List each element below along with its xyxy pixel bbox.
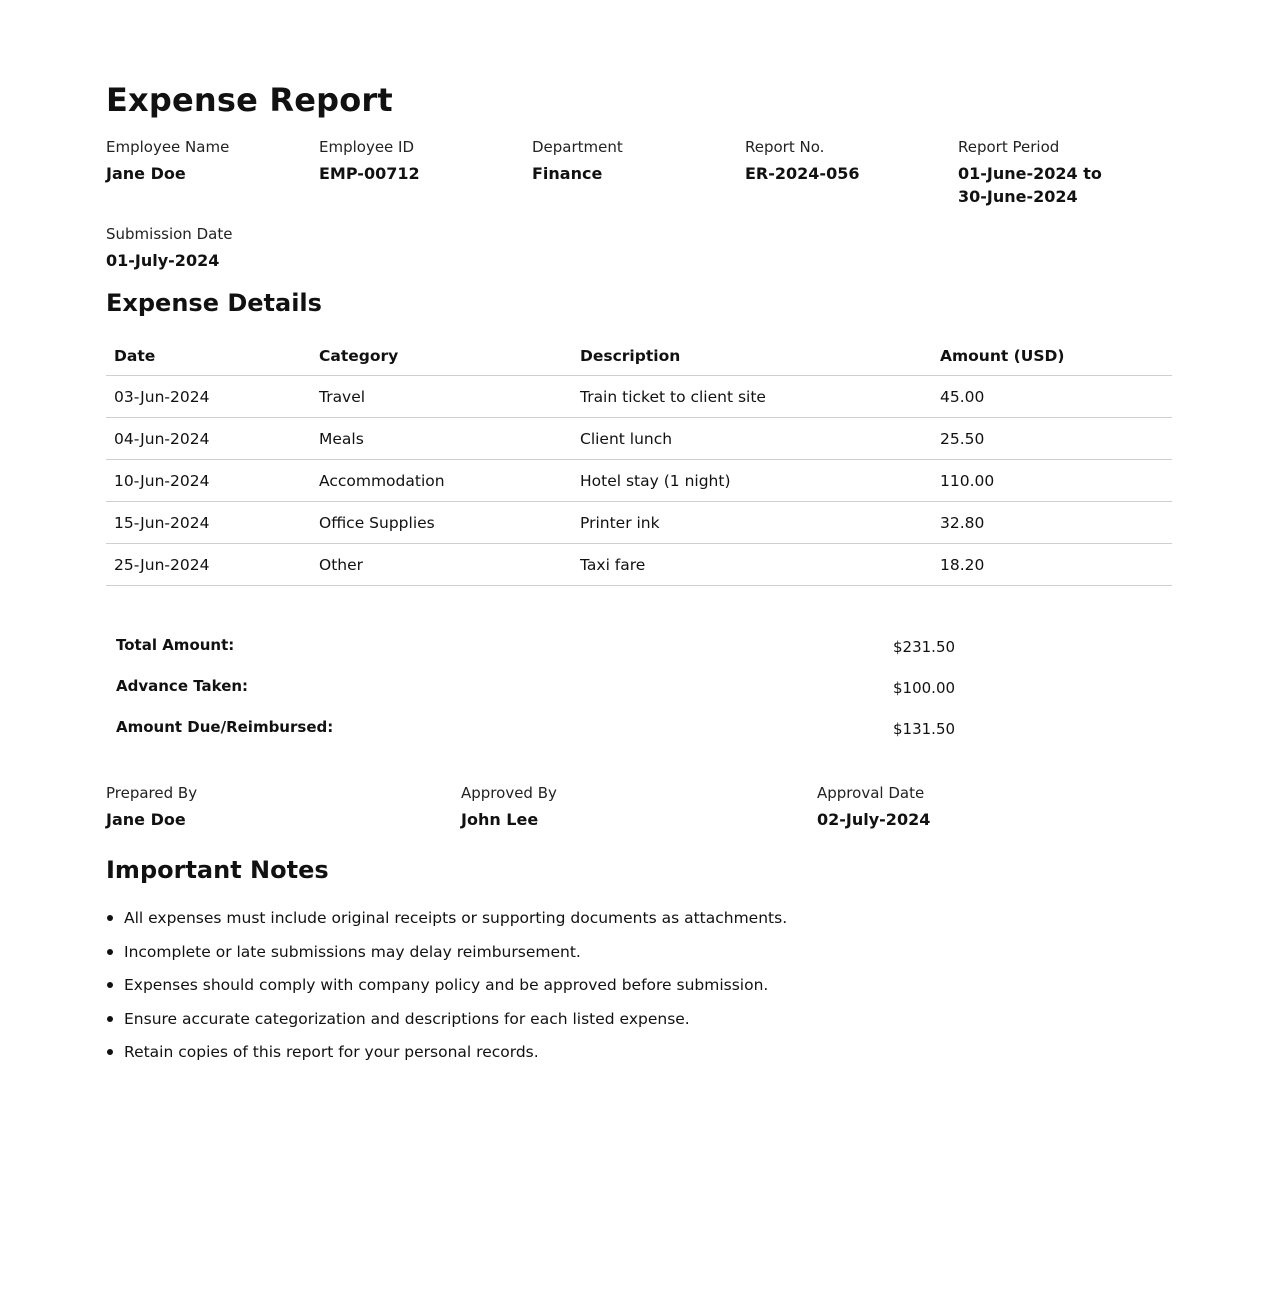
cell-date: 03-Jun-2024 xyxy=(106,376,311,418)
note-text: Expenses should comply with company policy and be approved before submission. xyxy=(124,976,769,994)
bullet-icon xyxy=(107,982,113,988)
column-header-description: Description xyxy=(572,336,932,376)
page-title: Expense Report xyxy=(106,81,393,119)
total-value: $131.50 xyxy=(893,720,956,738)
notes-list xyxy=(106,906,787,1074)
cell-description: Train ticket to client site xyxy=(572,376,932,418)
signoff-section xyxy=(106,783,1172,831)
signoff-value: 02-July-2024 xyxy=(817,810,931,829)
total-value: $100.00 xyxy=(893,679,956,697)
totals-summary xyxy=(116,628,958,751)
signoff-label: Approved By xyxy=(461,784,557,802)
list-item xyxy=(106,940,787,974)
cell-date: 04-Jun-2024 xyxy=(106,418,311,460)
cell-category: Other xyxy=(311,544,572,586)
cell-date: 15-Jun-2024 xyxy=(106,502,311,544)
meta-value: Jane Doe xyxy=(106,164,186,183)
meta-label: Employee ID xyxy=(319,138,415,156)
signoff-label: Prepared By xyxy=(106,784,198,802)
meta-value: 01-June-2024 to 30-June-2024 xyxy=(958,164,1102,206)
table-row xyxy=(106,460,1172,502)
expense-details-heading: Expense Details xyxy=(106,289,322,317)
note-text: Ensure accurate categorization and descriptions for each listed expense. xyxy=(124,1009,690,1028)
meta-report-period xyxy=(958,137,1172,208)
cell-description: Printer ink xyxy=(572,502,932,544)
approval-date xyxy=(817,783,1172,831)
important-notes-heading: Important Notes xyxy=(106,856,329,884)
cell-amount: 45.00 xyxy=(932,376,1172,418)
meta-department xyxy=(532,137,745,208)
signoff-value: John Lee xyxy=(461,810,539,829)
total-label: Amount Due/Reimbursed: xyxy=(116,718,334,736)
meta-value: EMP-00712 xyxy=(319,164,420,183)
meta-label: Employee Name xyxy=(106,138,230,156)
meta-label: Submission Date xyxy=(106,225,233,243)
column-header-amount: Amount (USD) xyxy=(932,336,1172,376)
table-row xyxy=(106,376,1172,418)
cell-category: Accommodation xyxy=(311,460,572,502)
cell-amount: 18.20 xyxy=(932,544,1172,586)
meta-employee-name xyxy=(106,137,319,208)
meta-report-number xyxy=(745,137,958,208)
bullet-icon xyxy=(107,915,113,921)
note-text: Retain copies of this report for your personal records. xyxy=(124,1043,539,1061)
total-label: Advance Taken: xyxy=(116,677,249,695)
cell-date: 10-Jun-2024 xyxy=(106,460,311,502)
bullet-icon xyxy=(107,1049,113,1055)
table-row xyxy=(106,502,1172,544)
signoff-value: Jane Doe xyxy=(106,810,186,829)
cell-description: Client lunch xyxy=(572,418,932,460)
list-item xyxy=(106,1007,787,1041)
list-item xyxy=(106,1040,787,1074)
cell-description: Taxi fare xyxy=(572,544,932,586)
meta-value: 01-July-2024 xyxy=(106,251,220,270)
meta-label: Report Period xyxy=(958,138,1060,156)
bullet-icon xyxy=(107,949,113,955)
report-metadata xyxy=(106,137,1172,272)
meta-value: ER-2024-056 xyxy=(745,164,860,183)
total-label: Total Amount: xyxy=(116,636,235,654)
prepared-by xyxy=(106,783,461,831)
column-header-date: Date xyxy=(106,336,311,376)
cell-date: 25-Jun-2024 xyxy=(106,544,311,586)
cell-description: Hotel stay (1 night) xyxy=(572,460,932,502)
cell-amount: 25.50 xyxy=(932,418,1172,460)
amount-due-row xyxy=(116,710,958,751)
cell-category: Office Supplies xyxy=(311,502,572,544)
meta-employee-id xyxy=(319,137,532,208)
meta-label: Department xyxy=(532,138,623,156)
cell-amount: 110.00 xyxy=(932,460,1172,502)
cell-category: Meals xyxy=(311,418,572,460)
cell-category: Travel xyxy=(311,376,572,418)
table-row xyxy=(106,544,1172,586)
total-value: $231.50 xyxy=(893,638,956,656)
cell-amount: 32.80 xyxy=(932,502,1172,544)
table-row xyxy=(106,418,1172,460)
table-header-row xyxy=(106,336,1172,376)
meta-submission-date xyxy=(106,224,319,272)
note-text: Incomplete or late submissions may delay reimbursement. xyxy=(124,942,581,961)
meta-value: Finance xyxy=(532,164,603,183)
total-amount-row xyxy=(116,628,958,669)
list-item xyxy=(106,973,787,1007)
meta-label: Report No. xyxy=(745,138,825,156)
note-text: All expenses must include original receipts or supporting documents as attachments. xyxy=(124,909,788,927)
advance-taken-row xyxy=(116,669,958,710)
list-item xyxy=(106,906,787,940)
signoff-label: Approval Date xyxy=(817,784,925,802)
bullet-icon xyxy=(107,1016,113,1022)
approved-by xyxy=(461,783,817,831)
expense-table xyxy=(106,336,1172,586)
column-header-category: Category xyxy=(311,336,572,376)
